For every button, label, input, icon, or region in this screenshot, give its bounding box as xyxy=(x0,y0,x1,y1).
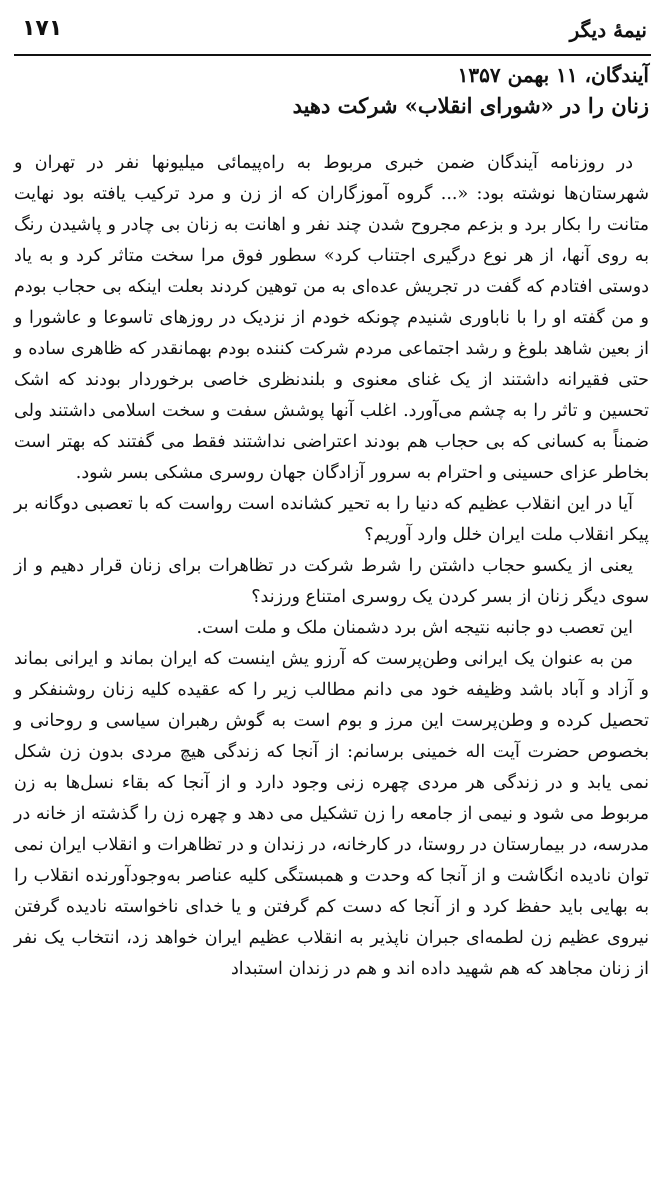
paragraph: این تعصب دو جانبه نتیجه اش برد دشمنان ملک و ملت است. xyxy=(196,618,633,638)
book-title: نیمهٔ دیگر xyxy=(569,18,647,42)
page-number: ۱۷۱ xyxy=(22,16,63,41)
entry-source: آیندگان، ۱۱ بهمن ۱۳۵۷ xyxy=(457,63,649,87)
paragraph: یعنی از یکسو حجاب داشتن را شرط شرکت در تظاهرات برای زنان قرار دهیم و از سوی دیگر زنان از بسر کردن یک روسری امتناع ورزند؟ xyxy=(14,556,649,607)
paragraph: در روزنامه آیندگان ضمن خبری مربوط به راه‌پیمائی میلیونها نفر در تهران و شهرستان‌ها نوشته بود: «... گروه آموزگاران که از زن و مرد ترکیب یافته بود نهایت متانت را بکار برد و بزعم مجروح شدن چند نفر و اهانت به زنان بی چادر و پاشیدن رنگ به روی آنها، از هر نوع درگیری اجتناب کرد» سطور فوق مرا سخت متاثر کرد و به یاد دوستی افتادم که گفت در تجریش عده‌ای به من توهین کردند بعلت اینکه بی حجاب بودم و من گفته او را با ناباوری شنیدم چونکه خودم از نزدیک در روزهای تاسوعا و عاشورا و از بعین شاهد بلوغ و رشد اجتماعی مردم شرکت کننده بودم بهمانقدر که ظاهری ساده و حتی فقیرانه داشتند از یک غنای معنوی و بلندنظری خاصی برخوردار بودند که اشک تحسین و تاثر را به چشم می‌آورد. اغلب آنها پوشش سفت و سخت اسلامی داشتند ولی ضمناً به کسانی که بی حجاب هم بودند اعتراضی نداشتند فقط می گفتند که بهتر است بخاطر عزای حسینی و احترام به سرور آزادگان جهان روسری مشکی بسر شود. xyxy=(14,153,649,483)
entry-title: زنان را در «شورای انقلاب» شرکت دهید xyxy=(292,93,649,118)
running-header xyxy=(14,14,651,56)
paragraph: آیا در این انقلاب عظیم که دنیا را به تحیر کشانده است رواست که با تعصبی دوگانه بر پیکر انقلاب ملت ایران خلل وارد آوریم؟ xyxy=(14,494,649,545)
article-body xyxy=(14,148,649,985)
paragraph: من به عنوان یک ایرانی وطن‌پرست که آرزو یش اینست که ایران بماند و ایرانی بماند و آزاد و آباد باشد وظیفه خود می دانم مطالب زیر را که عقیده کلیه زنان روشنفکر و تحصیل کرده و وطن‌پرست این مرز و بوم است به گوش رهبران سیاسی و روحانی و بخصوص حضرت آیت اله خمینی برسانم: از آنجا که زندگی هیچ مردی بدون زن شکل نمی یابد و در زندگی هر مردی چهره زنی وجود دارد و از آنجا که بقاء نسل‌ها به زن مربوط می شود و نیمی از جامعه را زن تشکیل می دهد و چهره زن را گذشته از خانه در مدرسه، در بیمارستان در روستا، در کارخانه، در زندان و در تظاهرات و انقلاب ایران نمی توان نادیده انگاشت و از آنجا که وحدت و همبستگی کلیه عناصر به‌وجودآورنده انقلاب را به بهایی باید حفظ کرد و از آنجا که دست کم گرفتن و یا خدای ناخواسته نادیده گرفتن نیروی عظیم زن لطمه‌ای جبران ناپذیر به انقلاب عظیم ایران خواهد زد، انتخاب یک نفر از زنان مجاهد که هم شهید داده اند و هم در زندان استبداد xyxy=(14,649,649,979)
